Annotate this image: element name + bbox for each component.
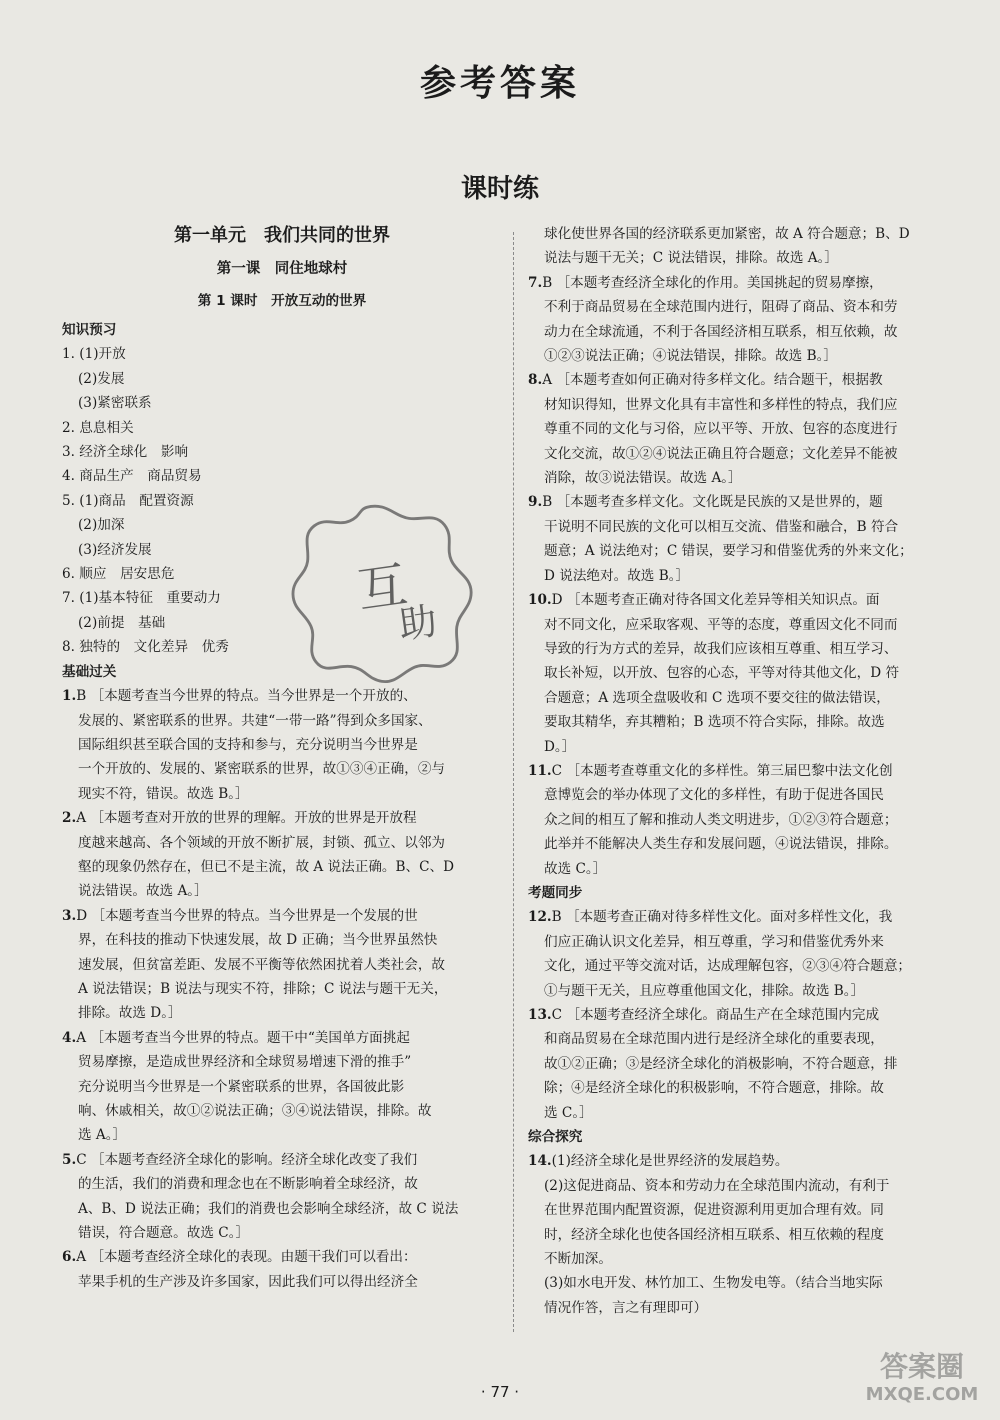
- answer-item: [528, 368, 968, 490]
- answer-text-line: (2)这促进商品、资本和劳动力在全球范围内流动，有利于: [544, 1177, 890, 1194]
- answer-text-line: 众之间的相互了解和推动人类文明进步，①②③符合题意；: [544, 811, 898, 828]
- answer-text-line: (1)经济全球化是世界经济的发展趋势。: [551, 1153, 789, 1170]
- section-heading-explore: 综合探究: [528, 1129, 583, 1146]
- answer-text-line: B ［本题考查正确对待多样性文化。面对多样性文化，我: [551, 909, 893, 926]
- section-heading-exam: 考题同步: [528, 884, 583, 901]
- answer-text-line: 对不同文化，应采取客观、平等的态度，尊重因文化不同而: [544, 616, 898, 633]
- svg-text:答案圈: 答案圈: [879, 1350, 965, 1383]
- answer-item: [528, 1174, 968, 1272]
- answer-item: [62, 904, 502, 1026]
- answer-list-right-a: [528, 222, 968, 881]
- answer-number: 6.: [62, 1249, 77, 1266]
- answer-number: 2.: [62, 810, 77, 827]
- answer-number: 1.: [62, 688, 77, 705]
- answer-text-line: C ［本题考查经济全球化的影响。经济全球化改变了我们: [76, 1151, 418, 1168]
- answer-text-line: 选 C。］: [544, 1104, 593, 1121]
- page-title: 参考答案: [419, 63, 580, 104]
- answer-text-line: B ［本题考查当今世界的特点。当今世界是一个开放的、: [76, 688, 417, 705]
- answer-text-line: 文化交流，故①②④说法正确且符合题意；文化差异不能被: [544, 445, 898, 462]
- answer-text-line: D ［本题考查正确对待各国文化差异等相关知识点。面: [551, 592, 880, 609]
- answer-text-line: 在世界范围内配置资源，促进资源利用更加合理有效。同: [544, 1202, 884, 1219]
- answer-number: 10.: [528, 592, 552, 609]
- answer-text-line: C ［本题考查经济全球化。商品生产在全球范围内完成: [551, 1007, 880, 1023]
- answer-text-line: 尊重不同的文化与习俗，应以平等、开放、包容的态度进行: [544, 421, 898, 438]
- answer-text-line: ①②③说法正确；④说法错误，排除。故选 B。］: [544, 348, 837, 365]
- preview-line: 7. (1)基本特征 重要动力: [62, 590, 221, 607]
- answer-item: [62, 684, 502, 806]
- answer-text-line: 故选 C。］: [544, 860, 607, 877]
- answer-item: [528, 271, 968, 369]
- left-column: [62, 222, 502, 1294]
- preview-line: (3)经济发展: [78, 541, 152, 558]
- column-divider: [513, 232, 514, 1332]
- answer-text-line: 一个开放的、发展的、紧密联系的世界，故①③④正确，②与: [78, 761, 446, 778]
- answer-text-line: 故①②正确；③是经济全球化的消极影响，不符合题意，排: [544, 1055, 898, 1072]
- answer-text-line: 错误，符合题意。故选 C。］: [78, 1225, 250, 1242]
- answer-text-line: A、B、D 说法正确；我们的消费也会影响全球经济，故 C 说法: [78, 1200, 459, 1217]
- answer-text-line: 动力在全球流通，不利于各国经济相互联系，相互依赖，故: [544, 323, 898, 340]
- answer-number: 7.: [528, 274, 543, 291]
- answer-item: [528, 1271, 968, 1320]
- answer-text-line: 充分说明当今世界是一个紧密联系的世界，各国彼此影: [78, 1078, 405, 1095]
- answer-text-line: 的生活，我们的消费和理念也在不断影响着全球经济，故: [78, 1176, 418, 1193]
- preview-line: 1. (1)开放: [62, 346, 126, 363]
- answer-number: 9.: [528, 494, 543, 511]
- right-column: [528, 222, 968, 1320]
- preview-line: (2)前提 基础: [78, 614, 166, 631]
- answer-text-line: 要取其精华，弃其糟粕；B 选项不符合实际，排除。故选: [544, 714, 885, 731]
- answer-text-line: D ［本题考查当今世界的特点。当今世界是一个发展的世: [76, 907, 418, 924]
- answer-text-line: 球化使世界各国的经济联系更加紧密，故 A 符合题意；B、D: [544, 226, 910, 242]
- answer-text-line: 响、休戚相关，故①②说法正确；③④说法错误，排除。故: [78, 1103, 432, 1119]
- preview-line: (3)紧密联系: [78, 395, 152, 412]
- section-heading-preview: 知识预习: [62, 322, 117, 338]
- svg-text:助: 助: [396, 598, 440, 648]
- answer-number: 11.: [528, 762, 552, 779]
- answer-text-line: 文化，通过平等交流对话，达成理解包容，②③④符合题意；: [544, 958, 912, 975]
- answer-text-line: 题意；A 说法绝对；C 错误，要学习和借鉴优秀的外来文化；: [544, 543, 913, 560]
- answer-text-line: 国际组织甚至联合国的支持和参与，充分说明当今世界是: [78, 736, 418, 753]
- answer-text-line: 壑的现象仍然存在，但已不是主流，故 A 说法正确。B、C、D: [78, 858, 454, 875]
- preview-line: 5. (1)商品 配置资源: [62, 492, 194, 509]
- answer-item: [528, 588, 968, 759]
- answer-item: [528, 222, 968, 271]
- period-title: 第 1 课时 开放互动的世界: [197, 293, 367, 309]
- answer-item: [62, 1148, 502, 1246]
- answer-text-line: 此举并不能解决人类生存和发展问题，④说法错误，排除。: [544, 836, 898, 853]
- answer-text-line: 材知识得知，世界文化具有丰富性和多样性的特点，我们应: [544, 396, 898, 413]
- page-number: · 77 ·: [480, 1383, 520, 1401]
- section-heading-basic: 基础过关: [62, 663, 117, 680]
- answer-text-line: 速发展，但贫富差距、发展不平衡等依然困扰着人类社会，故: [78, 956, 446, 973]
- answer-text-line: A ［本题考查当今世界的特点。题干中“美国单方面挑起: [76, 1029, 410, 1046]
- answer-item: [62, 1245, 502, 1294]
- answer-number: 3.: [62, 907, 77, 924]
- preview-line: 6. 顺应 居安思危: [62, 566, 175, 583]
- section-subtitle: 课时练: [460, 174, 539, 204]
- answer-text-line: 消除，故③说法错误。故选 A。］: [544, 470, 742, 487]
- svg-text:互: 互: [353, 555, 411, 620]
- answer-text-line: 发展的、紧密联系的世界。共建“一带一路”得到众多国家、: [78, 712, 432, 729]
- answer-text-line: 度越来越高、各个领域的开放不断扩展，封锁、孤立、以邻为: [78, 834, 446, 851]
- answer-text-line: B ［本题考查经济全球化的作用。美国挑起的贸易摩擦，: [542, 274, 883, 291]
- answer-text-line: 苹果手机的生产涉及许多国家，因此我们可以得出经济全: [78, 1273, 418, 1290]
- preview-line: 3. 经济全球化 影响: [62, 444, 189, 461]
- answer-item: [62, 1026, 502, 1148]
- answer-text-line: ①与题干无关，且应尊重他国文化，排除。故选 B。］: [544, 982, 865, 999]
- answer-text-line: 取长补短，以开放、包容的心态，平等对待其他文化，D 符: [544, 665, 900, 682]
- answer-text-line: 排除。故选 D。］: [78, 1005, 182, 1022]
- answer-text-line: (3)如水电开发、林竹加工、生物发电等。（结合当地实际: [544, 1275, 883, 1292]
- answer-text-line: 意博览会的举办体现了文化的多样性，有助于促进各国民: [544, 787, 884, 804]
- preview-line: 4. 商品生产 商品贸易: [62, 468, 202, 485]
- answer-text-line: A ［本题考查经济全球化的表现。由题干我们可以看出：: [76, 1249, 417, 1266]
- svg-text:MXQE.COM: MXQE.COM: [865, 1384, 979, 1405]
- answer-text-line: B ［本题考查多样文化。文化既是民族的又是世界的，题: [542, 494, 883, 511]
- answer-text-line: 情况作答，言之有理即可）: [544, 1299, 708, 1316]
- answer-list-right-c: [528, 1149, 968, 1320]
- answer-text-line: 说法与题干无关；C 说法错误，排除。故选 A。］: [544, 250, 838, 267]
- answer-text-line: 和商品贸易在全球范围内进行是经济全球化的重要表现，: [544, 1031, 884, 1048]
- answer-item: [528, 905, 968, 1003]
- answer-list-right-b: [528, 905, 968, 1125]
- answer-number: 13.: [528, 1007, 552, 1023]
- answer-item: [528, 490, 968, 588]
- stamp-seal: [276, 486, 491, 701]
- answer-item: [62, 806, 502, 904]
- preview-line: 8. 独特的 文化差异 优秀: [62, 639, 229, 656]
- answer-text-line: 时，经济全球化也使各国经济相互联系、相互依赖的程度: [544, 1226, 884, 1243]
- answer-number: 8.: [528, 372, 543, 389]
- answer-text-line: 合题意；A 选项全盘吸收和 C 选项不要交往的做法错误，: [544, 689, 890, 706]
- preview-line: (2)发展: [78, 370, 125, 387]
- unit-title: 第一单元 我们共同的世界: [174, 225, 390, 246]
- answer-text-line: A 说法错误；B 说法与现实不符，排除；C 说法与题干无关，: [78, 980, 448, 997]
- answer-number: 5.: [62, 1151, 77, 1168]
- preview-line: 2. 息息相关: [62, 419, 134, 436]
- answer-number: 4.: [62, 1029, 77, 1046]
- answer-text-line: D。］: [544, 738, 576, 755]
- answer-text-line: 干说明不同民族的文化可以相互交流、借鉴和融合，B 符合: [544, 518, 899, 535]
- answer-item: [528, 1003, 968, 1125]
- preview-line: (2)加深: [78, 517, 125, 534]
- answer-item: [528, 759, 968, 881]
- answer-text-line: 除；④是经济全球化的积极影响，不符合题意，排除。故: [544, 1080, 884, 1097]
- answer-item: [528, 1149, 968, 1173]
- answer-text-line: 说法错误。故选 A。］: [78, 883, 208, 900]
- answer-text-line: 贸易摩擦，是造成世界经济和全球贸易增速下滑的推手”: [78, 1054, 412, 1071]
- answer-text-line: 导致的行为方式的差异，故我们应该相互尊重、相互学习、: [544, 640, 898, 657]
- lesson-title: 第一课 同住地球村: [216, 261, 348, 277]
- answer-text-line: 选 A。］: [78, 1127, 127, 1144]
- answer-text-line: A ［本题考查如何正确对待多样文化。结合题干，根据教: [542, 372, 883, 389]
- answer-number: 12.: [528, 909, 552, 926]
- answer-text-line: A ［本题考查对开放的世界的理解。开放的世界是开放程: [76, 810, 417, 827]
- answer-number: 14.: [528, 1153, 552, 1170]
- answer-text-line: 不断加深。: [544, 1251, 612, 1268]
- answer-text-line: 界，在科技的推动下快速发展，故 D 正确；当今世界虽然快: [78, 932, 438, 949]
- answer-text-line: D 说法绝对。故选 B。］: [544, 567, 690, 584]
- answer-list-left: [62, 684, 502, 1294]
- answer-text-line: 们应正确认识文化差异，相互尊重，学习和借鉴优秀外来: [544, 933, 884, 950]
- answer-text-line: C ［本题考查尊重文化的多样性。第三届巴黎中法文化创: [551, 762, 893, 779]
- answer-text-line: 现实不符，错误。故选 B。］: [78, 785, 249, 802]
- answer-text-line: 不利于商品贸易在全球范围内进行，阻碍了商品、资本和劳: [544, 299, 898, 316]
